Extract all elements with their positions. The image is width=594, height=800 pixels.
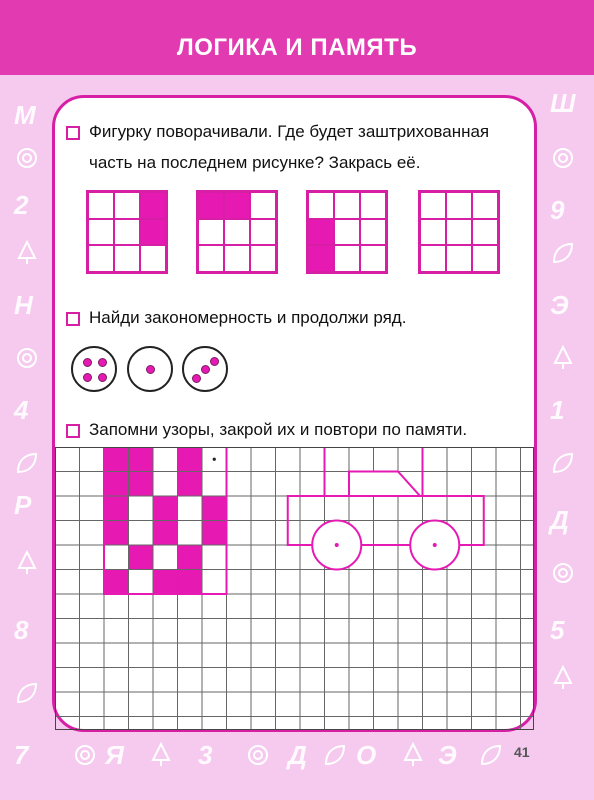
left-glyph: 7 [14,740,29,770]
pattern-cell [104,521,129,546]
right-glyph: 5 [550,615,565,645]
task-memory [66,420,536,445]
task-sequence [66,308,526,333]
drawing-grid[interactable] [55,447,534,730]
leaf-icon [550,450,576,476]
task-checkbox[interactable] [66,126,80,140]
right-glyph: 9 [550,195,565,225]
die-dot [98,358,107,367]
flower-icon [14,345,40,371]
task-text: Найди закономерность и продолжи ряд. [89,308,407,327]
die-dot [83,358,92,367]
figure-cell [140,219,166,246]
grid-svg [55,447,534,730]
pattern-cell [178,472,203,497]
flower-icon [14,145,40,171]
figure-cell [198,219,224,246]
figure-cell[interactable] [446,245,472,272]
leaf-icon [550,240,576,266]
bottom-glyph: Д [288,740,307,770]
figure-cell[interactable] [420,219,446,246]
figure-cell[interactable] [420,192,446,219]
pattern-dot [213,458,216,461]
figure-cell [360,219,386,246]
figure-cell [224,192,250,219]
figure-cell [334,219,360,246]
flower-icon [245,742,271,768]
leaf-icon [14,680,40,706]
tree-icon [148,742,174,768]
figure-cell [250,219,276,246]
left-glyph: 4 [14,395,29,425]
die-1 [127,346,173,392]
die-dot [146,365,155,374]
figure-cell [88,219,114,246]
tree-icon [14,550,40,576]
page-number: 41 [514,744,530,760]
right-glyph: 1 [550,395,565,425]
car-window [349,472,420,497]
pattern-cell [153,521,178,546]
figure-cell [334,192,360,219]
pattern-cell [153,570,178,595]
figure-cell[interactable] [446,219,472,246]
pattern-cell [129,447,154,472]
figure-cell [198,245,224,272]
tree-icon [400,742,426,768]
flower-icon [72,742,98,768]
bottom-glyph: 3 [198,740,213,770]
figure-cell[interactable] [472,245,498,272]
task-checkbox[interactable] [66,312,80,326]
die-dot [210,357,219,366]
figure-cell [308,245,334,272]
pattern-cell [129,472,154,497]
task-rotation [66,122,526,178]
flower-icon [550,145,576,171]
pattern-cell [153,496,178,521]
figure-cell[interactable] [446,192,472,219]
figure-cell [114,245,140,272]
die-3 [182,346,228,392]
left-glyph: Н [14,290,33,320]
bottom-glyph: О [356,740,377,770]
figure-cell[interactable] [472,219,498,246]
pattern-cell [104,447,129,472]
die-dot [192,374,201,383]
task-text: Запомни узоры, закрой их и повтори по памяти. [89,420,468,439]
tree-icon [550,345,576,371]
pattern-cell [104,496,129,521]
car-wheel-hub [335,543,339,547]
figure-cell [140,192,166,219]
die-dot [98,373,107,382]
right-glyph: Э [550,290,569,320]
figure-3 [306,190,388,274]
pattern-cell [202,496,227,521]
figure-2 [196,190,278,274]
leaf-icon [478,742,504,768]
pattern-cell [104,570,129,595]
figure-cell [308,192,334,219]
figure-cell[interactable] [472,192,498,219]
figure-1 [86,190,168,274]
leaf-icon [14,450,40,476]
figure-cell [88,192,114,219]
right-glyph: Ш [550,88,576,118]
figure-answer[interactable] [418,190,500,274]
flower-icon [550,560,576,586]
die-dot [83,373,92,382]
page-title: ЛОГИКА И ПАМЯТЬ [176,34,418,61]
page-header [0,0,594,75]
figure-cell [198,192,224,219]
task-checkbox[interactable] [66,424,80,438]
right-glyph: Д [550,505,569,535]
pattern-cell [202,521,227,546]
pattern-cell [129,545,154,570]
bottom-glyph: Э [438,740,457,770]
pattern-cell [178,545,203,570]
figure-cell [224,245,250,272]
figure-cell [308,219,334,246]
figure-cell [88,245,114,272]
leaf-icon [322,742,348,768]
pattern-cell [104,472,129,497]
figure-cell [360,245,386,272]
figure-cell [114,192,140,219]
figure-cell[interactable] [420,245,446,272]
figure-cell [334,245,360,272]
figure-cell [250,245,276,272]
die-4 [71,346,117,392]
figure-cell [250,192,276,219]
figure-cell [140,245,166,272]
figure-cell [114,219,140,246]
tree-icon [550,665,576,691]
left-glyph: Р [14,490,32,520]
figure-cell [224,219,250,246]
left-glyph: 2 [14,190,29,220]
car-wheel-hub [433,543,437,547]
left-glyph: М [14,100,36,130]
pattern-cell [178,447,203,472]
left-glyph: 8 [14,615,29,645]
bottom-glyph: Я [105,740,124,770]
task-text: Фигурку поворачивали. Где будет заштрихованная часть на последнем рисунке? Закрась её. [89,122,490,172]
tree-icon [14,240,40,266]
die-dot [201,365,210,374]
figure-cell [360,192,386,219]
pattern-cell [178,570,203,595]
